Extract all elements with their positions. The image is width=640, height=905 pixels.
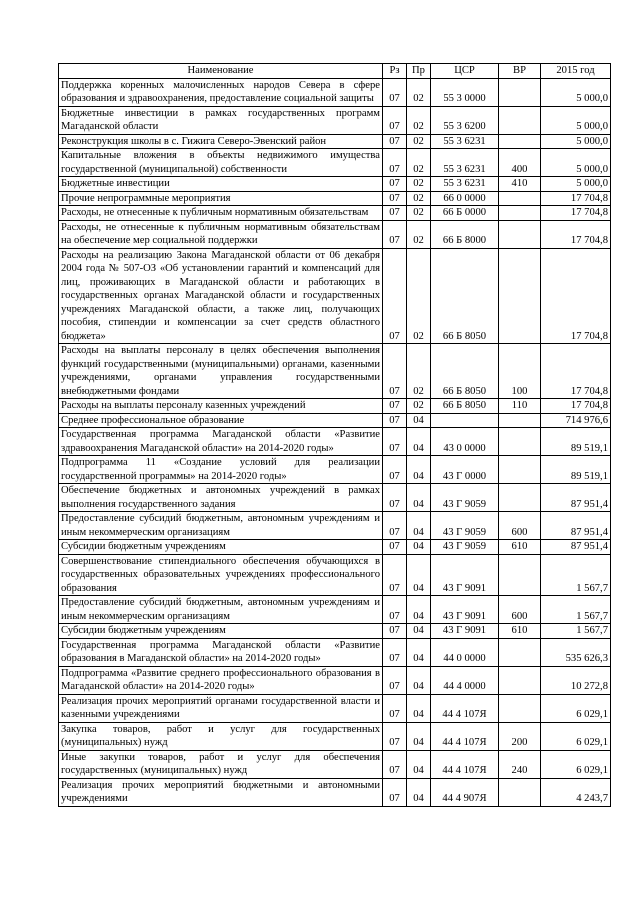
row-amount: 6 029,1 [541,722,611,750]
row-name: Обеспечение бюджетных и автономных учреждений в рамках выполнения государственного задания [59,484,383,512]
row-csr: 43 Г 9059 [431,484,499,512]
row-amount: 17 704,8 [541,399,611,414]
row-rz: 07 [383,778,407,806]
header-name: Наименование [59,64,383,79]
row-amount: 87 951,4 [541,484,611,512]
row-name: Реконструкция школы в с. Гижига Северо-Эвенский район [59,134,383,149]
row-csr: 66 Б 8050 [431,399,499,414]
row-amount: 87 951,4 [541,512,611,540]
row-pr: 04 [407,778,431,806]
row-amount: 5 000,0 [541,134,611,149]
row-amount: 535 626,3 [541,638,611,666]
row-pr: 04 [407,428,431,456]
row-rz: 07 [383,206,407,221]
table-row [59,106,611,134]
row-pr: 02 [407,206,431,221]
row-csr: 66 Б 8050 [431,344,499,399]
header-year: 2015 год [541,64,611,79]
row-amount: 5 000,0 [541,78,611,106]
row-vr [499,78,541,106]
table-row [59,778,611,806]
row-pr: 02 [407,134,431,149]
header-csr: ЦСР [431,64,499,79]
row-amount: 5 000,0 [541,106,611,134]
row-csr: 55 3 6200 [431,106,499,134]
header-row [59,64,611,79]
table-row [59,750,611,778]
row-csr: 43 Г 9059 [431,540,499,555]
row-amount: 5 000,0 [541,149,611,177]
row-csr: 43 0 0000 [431,428,499,456]
row-csr: 44 4 107Я [431,750,499,778]
row-amount: 10 272,8 [541,666,611,694]
row-pr: 04 [407,624,431,639]
row-rz: 07 [383,638,407,666]
row-csr: 44 4 0000 [431,666,499,694]
row-pr: 02 [407,177,431,192]
header-pr: Пр [407,64,431,79]
row-csr: 44 4 107Я [431,722,499,750]
row-vr [499,638,541,666]
table-row [59,206,611,221]
row-name: Реализация прочих мероприятий бюджетными и автономными учреждениями [59,778,383,806]
table-row [59,540,611,555]
table-row [59,596,611,624]
row-vr [499,248,541,344]
row-pr: 04 [407,554,431,596]
row-csr: 43 Г 9091 [431,596,499,624]
row-pr: 04 [407,596,431,624]
row-name: Прочие непрограммные мероприятия [59,191,383,206]
row-rz: 07 [383,484,407,512]
table-row [59,413,611,428]
row-name: Государственная программа Магаданской области «Развитие здравоохранения Магаданской области» на 2014-2020 годы» [59,428,383,456]
row-csr: 66 Б 8050 [431,248,499,344]
table-row [59,694,611,722]
table-row [59,191,611,206]
row-name: Расходы, не отнесенные к публичным нормативным обязательствам [59,206,383,221]
header-vr: ВР [499,64,541,79]
row-rz: 07 [383,248,407,344]
row-vr: 600 [499,512,541,540]
row-vr [499,428,541,456]
row-amount: 89 519,1 [541,428,611,456]
header-rz: Рз [383,64,407,79]
table-row [59,554,611,596]
row-rz: 07 [383,750,407,778]
row-pr: 04 [407,722,431,750]
row-amount: 714 976,6 [541,413,611,428]
row-csr: 66 0 0000 [431,191,499,206]
row-vr [499,206,541,221]
table-row [59,456,611,484]
row-csr: 55 3 6231 [431,134,499,149]
row-rz: 07 [383,512,407,540]
row-pr: 04 [407,413,431,428]
row-pr: 02 [407,78,431,106]
row-csr: 43 Г 9091 [431,624,499,639]
budget-table [58,63,611,807]
row-vr: 400 [499,149,541,177]
row-pr: 02 [407,248,431,344]
row-pr: 04 [407,456,431,484]
row-name: Предоставление субсидий бюджетным, автономным учреждениям и иным некоммерческим организациям [59,512,383,540]
row-csr: 55 3 0000 [431,78,499,106]
row-rz: 07 [383,191,407,206]
row-amount: 17 704,8 [541,191,611,206]
row-vr [499,134,541,149]
table-row [59,666,611,694]
row-name: Среднее профессиональное образование [59,413,383,428]
table-row [59,428,611,456]
row-vr: 610 [499,540,541,555]
row-pr: 02 [407,149,431,177]
row-rz: 07 [383,220,407,248]
row-vr [499,694,541,722]
row-rz: 07 [383,149,407,177]
row-name: Поддержка коренных малочисленных народов Севера в сфере образования и здравоохранения, предоставление социальной защиты [59,78,383,106]
row-rz: 07 [383,78,407,106]
row-rz: 07 [383,177,407,192]
row-name: Капитальные вложения в объекты недвижимого имущества государственной (муниципальной) собственности [59,149,383,177]
row-pr: 02 [407,399,431,414]
row-vr [499,666,541,694]
row-name: Бюджетные инвестиции в рамках государственных программ Магаданской области [59,106,383,134]
row-name: Реализация прочих мероприятий органами государственной власти и казенными учреждениями [59,694,383,722]
row-vr: 240 [499,750,541,778]
row-amount: 5 000,0 [541,177,611,192]
row-rz: 07 [383,624,407,639]
row-vr: 600 [499,596,541,624]
row-rz: 07 [383,456,407,484]
row-amount: 17 704,8 [541,206,611,221]
row-csr: 44 0 0000 [431,638,499,666]
row-rz: 07 [383,428,407,456]
row-amount: 17 704,8 [541,220,611,248]
row-name: Субсидии бюджетным учреждениям [59,540,383,555]
row-csr: 66 Б 0000 [431,206,499,221]
row-csr: 44 4 107Я [431,694,499,722]
row-pr: 02 [407,220,431,248]
row-pr: 02 [407,191,431,206]
row-name: Иные закупки товаров, работ и услуг для обеспечения государственных (муниципальных) нужд [59,750,383,778]
row-name: Государственная программа Магаданской области «Развитие образования в Магаданской области» на 2014-2020 годы» [59,638,383,666]
row-amount: 1 567,7 [541,624,611,639]
table-row [59,624,611,639]
row-csr: 55 3 6231 [431,149,499,177]
table-row [59,177,611,192]
row-csr: 44 4 907Я [431,778,499,806]
table-row [59,78,611,106]
row-rz: 07 [383,399,407,414]
row-csr [431,413,499,428]
table-row [59,512,611,540]
row-vr: 200 [499,722,541,750]
row-name: Расходы на выплаты персоналу казенных учреждений [59,399,383,414]
row-pr: 04 [407,694,431,722]
row-rz: 07 [383,540,407,555]
table-row [59,134,611,149]
row-pr: 04 [407,540,431,555]
row-name: Подпрограмма «Развитие среднего профессионального образования в Магаданской области» на 2014-2020 годы» [59,666,383,694]
row-pr: 04 [407,512,431,540]
row-name: Совершенствование стипендиального обеспечения обучающихся в государственных образовательных учреждениях профессионального образования [59,554,383,596]
row-name: Расходы, не отнесенные к публичным нормативным обязательствам на обеспечение мер социальной поддержки [59,220,383,248]
row-pr: 04 [407,750,431,778]
row-rz: 07 [383,413,407,428]
row-name: Закупка товаров, работ и услуг для государственных (муниципальных) нужд [59,722,383,750]
row-rz: 07 [383,344,407,399]
row-rz: 07 [383,722,407,750]
row-rz: 07 [383,134,407,149]
table-row [59,344,611,399]
table-row [59,484,611,512]
row-csr: 43 Г 9059 [431,512,499,540]
row-vr [499,456,541,484]
row-name: Расходы на реализацию Закона Магаданской области от 06 декабря 2004 года № 507-ОЗ «Об установлении гарантий и компенсаций для лиц, проживающих в Магаданской области и работающих в государственных органах Магаданской области и государственных учреждениях Магаданской области, а также лиц, получающих пособия, стипендии и компенсации за счет средств областного бюджета» [59,248,383,344]
row-amount: 6 029,1 [541,694,611,722]
row-name: Бюджетные инвестиции [59,177,383,192]
table-row [59,722,611,750]
row-rz: 07 [383,596,407,624]
row-csr: 66 Б 8000 [431,220,499,248]
row-pr: 02 [407,344,431,399]
row-vr: 110 [499,399,541,414]
row-amount: 1 567,7 [541,596,611,624]
row-rz: 07 [383,106,407,134]
table-row [59,220,611,248]
row-amount: 6 029,1 [541,750,611,778]
row-vr [499,554,541,596]
row-amount: 1 567,7 [541,554,611,596]
table-row [59,399,611,414]
row-name: Субсидии бюджетным учреждениям [59,624,383,639]
row-vr [499,778,541,806]
row-pr: 02 [407,106,431,134]
row-amount: 87 951,4 [541,540,611,555]
row-pr: 04 [407,666,431,694]
row-amount: 17 704,8 [541,248,611,344]
row-pr: 04 [407,484,431,512]
row-csr: 55 3 6231 [431,177,499,192]
table-row [59,638,611,666]
row-name: Подпрограмма 11 «Создание условий для реализации государственной программы» на 2014-2020 годы» [59,456,383,484]
row-vr [499,106,541,134]
row-csr: 43 Г 9091 [431,554,499,596]
row-vr [499,191,541,206]
row-csr: 43 Г 0000 [431,456,499,484]
table-row [59,149,611,177]
row-rz: 07 [383,554,407,596]
table-row [59,248,611,344]
row-vr [499,413,541,428]
row-amount: 17 704,8 [541,344,611,399]
row-rz: 07 [383,666,407,694]
row-name: Предоставление субсидий бюджетным, автономным учреждениям и иным некоммерческим организациям [59,596,383,624]
row-amount: 4 243,7 [541,778,611,806]
row-pr: 04 [407,638,431,666]
row-vr [499,220,541,248]
row-vr: 610 [499,624,541,639]
row-name: Расходы на выплаты персоналу в целях обеспечения выполнения функций государственными (муниципальными) органами, казенными учреждениями, органами управления государственными внебюджетными фондами [59,344,383,399]
table-body [59,78,611,806]
row-vr: 410 [499,177,541,192]
row-vr [499,484,541,512]
row-vr: 100 [499,344,541,399]
row-amount: 89 519,1 [541,456,611,484]
row-rz: 07 [383,694,407,722]
